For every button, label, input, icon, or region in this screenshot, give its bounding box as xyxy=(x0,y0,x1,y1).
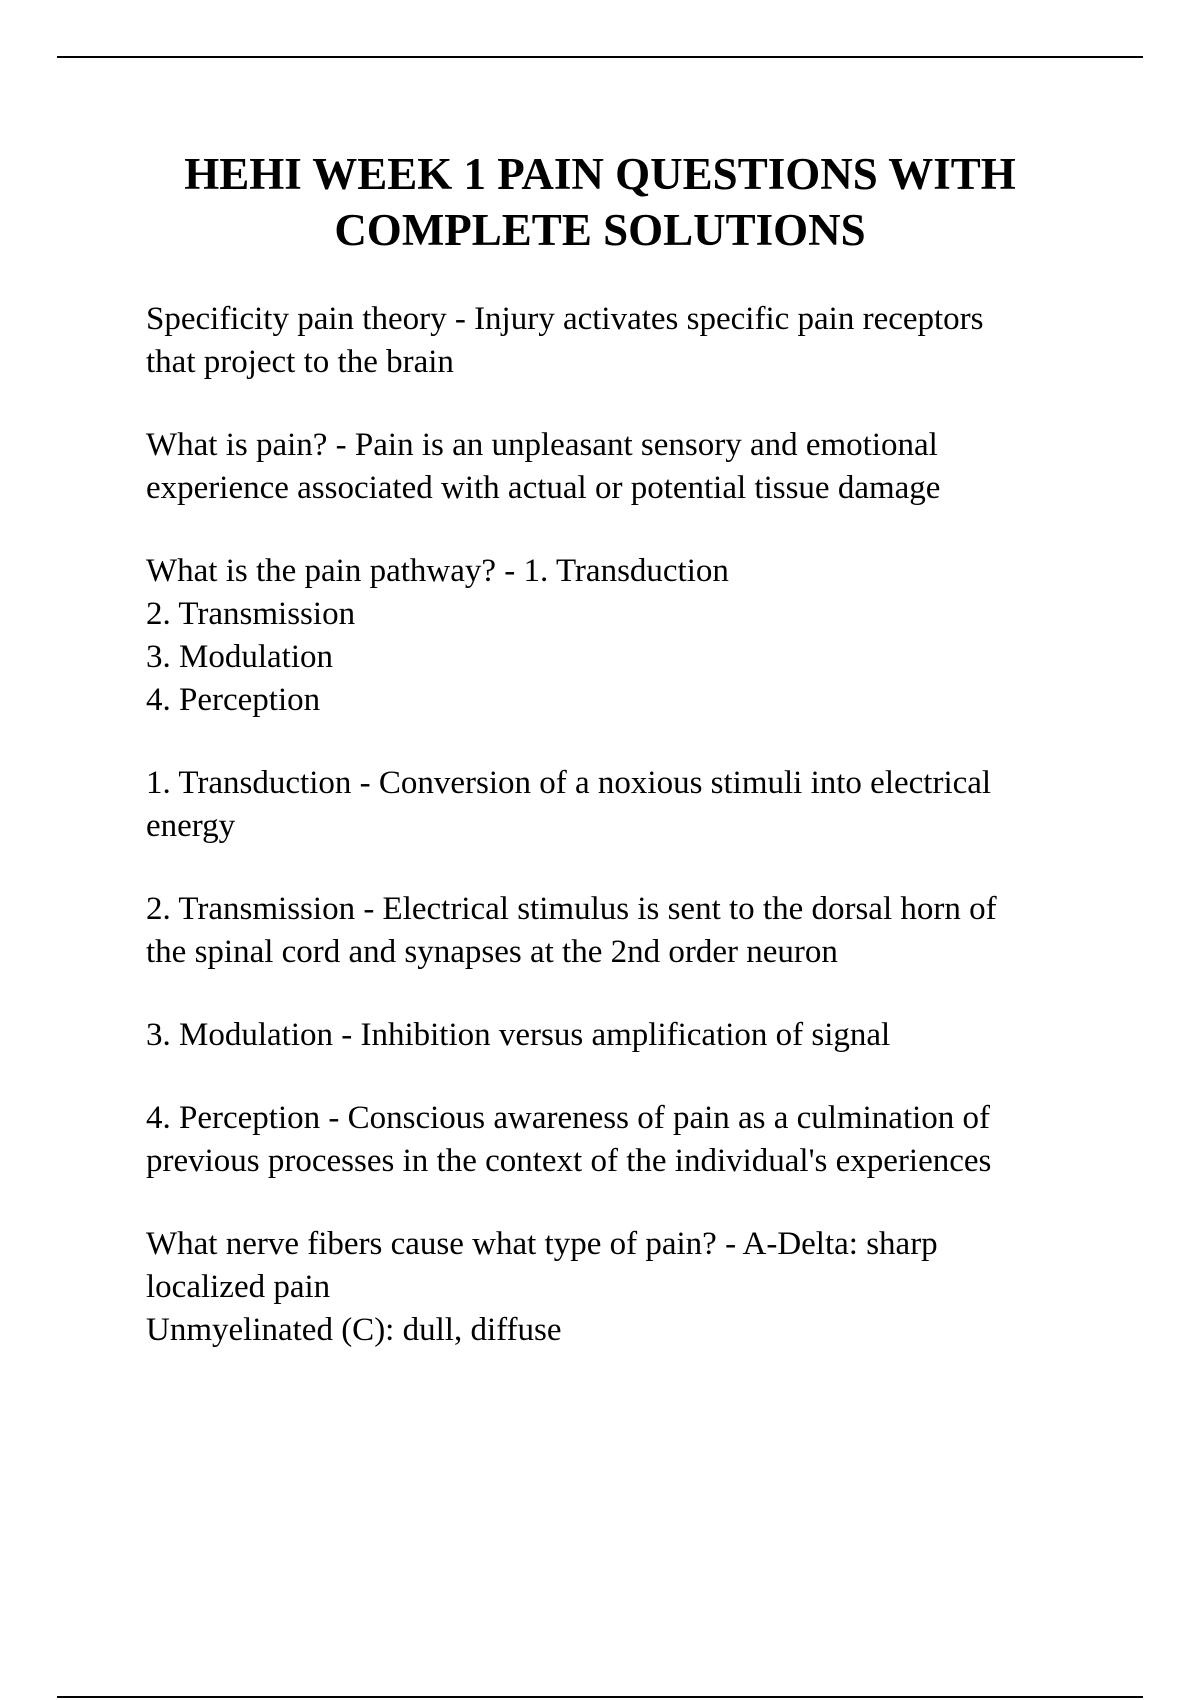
text-line: What nerve fibers cause what type of pain? - A-Delta: sharp xyxy=(146,1226,938,1262)
footer-rule xyxy=(57,1696,1143,1698)
text-line: 4. Perception - Conscious awareness of pain as a culmination of xyxy=(146,1100,991,1136)
text-line: What is pain? - Pain is an unpleasant sensory and emotional xyxy=(146,427,938,463)
qa-entry-modulation xyxy=(146,1014,1106,1057)
text-line: energy xyxy=(146,808,236,844)
list-item: 2. Transmission xyxy=(146,596,356,632)
qa-entry-what-is-pain xyxy=(146,424,1106,510)
text-line: experience associated with actual or potential tissue damage xyxy=(146,470,941,506)
header-rule xyxy=(57,56,1143,58)
text-line: localized pain xyxy=(146,1269,331,1305)
qa-entry-nerve-fibers xyxy=(146,1223,1106,1352)
text-line: that project to the brain xyxy=(146,344,454,380)
list-item: 4. Perception xyxy=(146,682,321,718)
text-line: previous processes in the context of the individual's experiences xyxy=(146,1143,992,1179)
qa-entry-specificity-theory xyxy=(146,298,1106,384)
qa-entry-perception xyxy=(146,1097,1106,1183)
text-line: 1. Transduction - Conversion of a noxious stimuli into electrical xyxy=(146,765,992,801)
qa-entry-pain-pathway xyxy=(146,550,1106,722)
text-line: Unmyelinated (C): dull, diffuse xyxy=(146,1312,562,1348)
qa-entry-transduction xyxy=(146,762,1106,848)
title-line-1: HEHI WEEK 1 PAIN QUESTIONS WITH xyxy=(184,149,1016,199)
document-body xyxy=(146,298,1106,1392)
title-line-2: COMPLETE SOLUTIONS xyxy=(334,205,866,255)
text-line: What is the pain pathway? - 1. Transduction xyxy=(146,553,729,589)
text-line: the spinal cord and synapses at the 2nd order neuron xyxy=(146,934,838,970)
text-line: 3. Modulation - Inhibition versus amplification of signal xyxy=(146,1017,891,1053)
qa-entry-transmission xyxy=(146,888,1106,974)
list-item: 3. Modulation xyxy=(146,639,333,675)
text-line: Specificity pain theory - Injury activates specific pain receptors xyxy=(146,301,984,337)
text-line: 2. Transmission - Electrical stimulus is sent to the dorsal horn of xyxy=(146,891,997,927)
page-title xyxy=(100,146,1100,258)
